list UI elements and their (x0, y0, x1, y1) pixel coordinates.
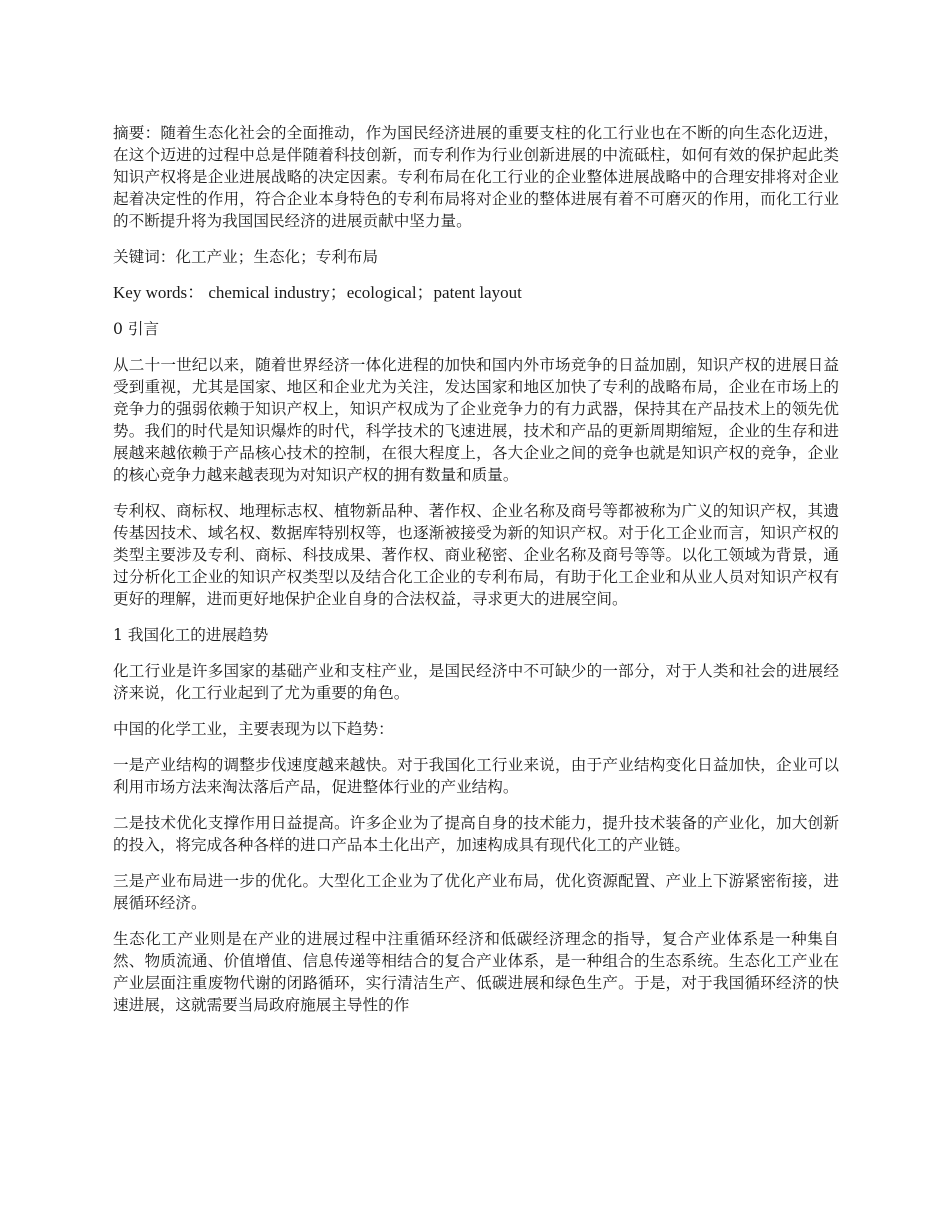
intro-paragraph-1: 从二十一世纪以来，随着世界经济一体化进程的加快和国内外市场竞争的日益加剧，知识产权的进展日益受到重视，尤其是国家、地区和企业尤为关注，发达国家和地区加快了专利的战略布局，企业在市场上的竞争力的强弱依赖于知识产权上，知识产权成为了企业竞争力的有力武器，保持其在产品技术上的领先优势。我们的时代是知识爆炸的时代，科学技术的飞速进展，技术和产品的更新周期缩短，企业的生存和进展越来越依赖于产品核心技术的控制，在很大程度上，各大企业之间的竞争也就是知识产权的竞争，企业的核心竞争力越来越表现为对知识产权的拥有数量和质量。 (113, 356, 839, 484)
trends-paragraph-1: 化工行业是许多国家的基础产业和支柱产业，是国民经济中不可缺少的一部分，对于人类和社会的进展经济来说，化工行业起到了尤为重要的角色。 (113, 662, 839, 702)
trends-paragraph-6: 生态化工产业则是在产业的进展过程中注重循环经济和低碳经济理念的指导，复合产业体系是一种集自然、物质流通、价值增值、信息传递等相结合的复合产业体系，是一种组合的生态系统。生态化工产业在产业层面注重废物代谢的闭路循环，实行清洁生产、低碳进展和绿色生产。于是，对于我国循环经济的快速进展，这就需要当局政府施展主导性的作 (113, 930, 839, 1014)
section-heading-introduction: 0 引言 (113, 320, 160, 338)
trends-paragraph-3: 一是产业结构的调整步伐速度越来越快。对于我国化工行业来说，由于产业结构变化日益加快，企业可以利用市场方法来淘汰落后产品，促进整体行业的产业结构。 (113, 756, 839, 796)
keywords-english: Key words： chemical industry；ecological；patent layout (113, 283, 522, 302)
abstract-paragraph: 摘要：随着生态化社会的全面推动，作为国民经济进展的重要支柱的化工行业也在不断的向生态化迈进，在这个迈进的过程中总是伴随着科技创新，而专利作为行业创新进展的中流砥柱，如何有效的保护起此类知识产权将是企业进展战略的决定因素。专利布局在化工行业的企业整体进展战略中的合理安排将对企业起着决定性的作用，符合企业本身特色的专利布局将对企业的整体进展有着不可磨灭的作用，而化工行业的不断提升将为我国国民经济的进展贡献中坚力量。 (113, 124, 839, 230)
intro-paragraph-2: 专利权、商标权、地理标志权、植物新品种、著作权、企业名称及商号等都被称为广义的知识产权，其遗传基因技术、域名权、数据库特别权等，也逐渐被接受为新的知识产权。对于化工企业而言，知识产权的类型主要涉及专利、商标、科技成果、著作权、商业秘密、企业名称及商号等等。以化工领域为背景，通过分析化工企业的知识产权类型以及结合化工企业的专利布局，有助于化工企业和从业人员对知识产权有更好的理解，进而更好地保护企业自身的合法权益，寻求更大的进展空间。 (113, 502, 839, 608)
keywords-chinese: 关键词：化工产业；生态化；专利布局 (113, 248, 379, 266)
document-page (113, 122, 839, 1030)
trends-paragraph-2: 中国的化学工业，主要表现为以下趋势： (113, 720, 394, 738)
trends-paragraph-5: 三是产业布局进一步的优化。大型化工企业为了优化产业布局，优化资源配置、产业上下游紧密衔接，进展循环经济。 (113, 872, 839, 912)
trends-paragraph-4: 二是技术优化支撑作用日益提高。许多企业为了提高自身的技术能力，提升技术装备的产业化，加大创新的投入，将完成各种各样的进口产品本土化出产，加速构成具有现代化工的产业链。 (113, 814, 839, 854)
section-heading-trends: 1 我国化工的进展趋势 (113, 626, 269, 644)
